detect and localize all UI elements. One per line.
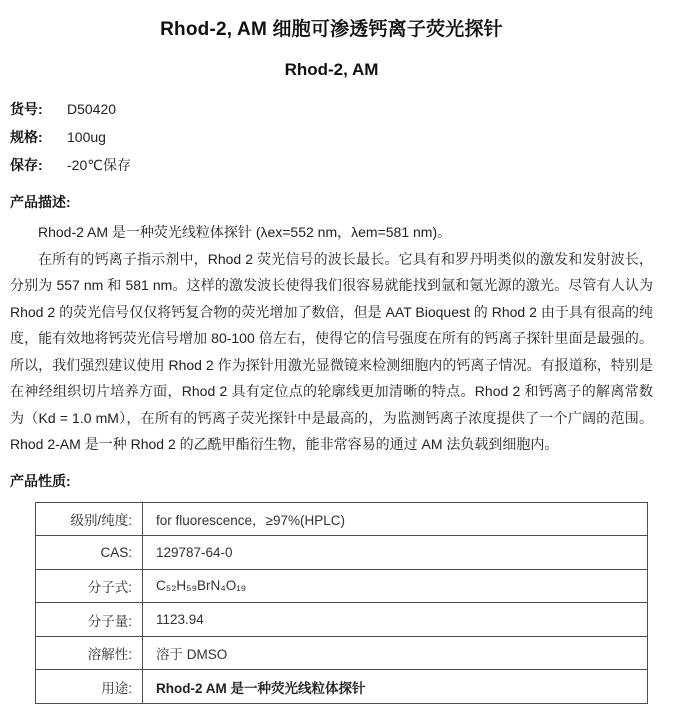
table-row-molecular-weight bbox=[36, 603, 648, 637]
table-row-solubility bbox=[36, 636, 648, 670]
application-label: 用途: bbox=[36, 670, 143, 704]
package-size-label: 规格: bbox=[10, 123, 54, 151]
grade-purity-label: 级别/纯度: bbox=[36, 502, 143, 536]
description-paragraph-1: Rhod-2 AM 是一种荧光线粒体探针 (λex=552 nm，λem=581 nm)。 bbox=[10, 219, 653, 246]
catalog-number-value: D50420 bbox=[67, 101, 116, 117]
section-heading-properties: 产品性质: bbox=[10, 471, 653, 491]
molecular-weight-value: 1123.94 bbox=[143, 603, 648, 637]
application-value: Rhod-2 AM 是一种荧光线粒体探针 bbox=[143, 670, 648, 704]
storage-value: -20℃保存 bbox=[67, 157, 131, 173]
solubility-value: 溶于 DMSO bbox=[143, 636, 648, 670]
table-row-molecular-formula bbox=[36, 569, 648, 603]
grade-purity-value: for fluorescence，≥97%(HPLC) bbox=[143, 502, 648, 536]
product-meta bbox=[10, 95, 653, 179]
table-row-cas bbox=[36, 536, 648, 570]
meta-row-storage bbox=[10, 151, 653, 179]
meta-row-catalog bbox=[10, 95, 653, 123]
molecular-formula-label: 分子式: bbox=[36, 569, 143, 603]
section-heading-description: 产品描述: bbox=[10, 192, 653, 212]
table-row-grade-purity bbox=[36, 502, 648, 536]
molecular-formula-value: C₅₂H₅₉BrN₄O₁₉ bbox=[143, 569, 648, 603]
table-row-application bbox=[36, 670, 648, 704]
cas-value: 129787-64-0 bbox=[143, 536, 648, 570]
description-paragraph-2: 在所有的钙离子指示剂中，Rhod 2 荧光信号的波长最长。它具有和罗丹明类似的激发和发射波长，分别为 557 nm 和 581 nm。这样的激发波长使得我们很容易就能找到氩和氪光源的激光。尽管有人认为 Rhod 2 的荧光信号仅仅将钙复合物的荧光增加了数倍，但是 AAT Bioquest 的 Rhod 2 由于具有很高的纯度，能有效地将钙荧光信号增加 80-100 倍左右，使得它的信号强度在所有的钙离子探针里面是最强的。所以，我们强烈建议使用 Rhod 2 作为探针用激光显微镜来检测细胞内的钙离子情况。有报道称，特别是在神经组织切片培养方面，Rhod 2 具有定位点的轮廓线更加清晰的特点。Rhod 2 和钙离子的解离常数为（Kd = 1.0 mM），在所有的钙离子荧光探针中是最高的，为监测钙离子浓度提供了一个广阔的范围。Rhod 2-AM 是一种 Rhod 2 的乙酰甲酯衍生物，能非常容易的通过 AM 法负载到细胞内。 bbox=[10, 246, 653, 458]
page-subtitle: Rhod-2, AM bbox=[10, 60, 653, 80]
package-size-value: 100ug bbox=[67, 129, 106, 145]
properties-table bbox=[35, 502, 648, 704]
solubility-label: 溶解性: bbox=[36, 636, 143, 670]
molecular-weight-label: 分子量: bbox=[36, 603, 143, 637]
storage-label: 保存: bbox=[10, 151, 54, 179]
cas-label: CAS: bbox=[36, 536, 143, 570]
page-title: Rhod-2, AM 细胞可渗透钙离子荧光探针 bbox=[10, 14, 653, 41]
catalog-number-label: 货号: bbox=[10, 95, 54, 123]
meta-row-size bbox=[10, 123, 653, 151]
